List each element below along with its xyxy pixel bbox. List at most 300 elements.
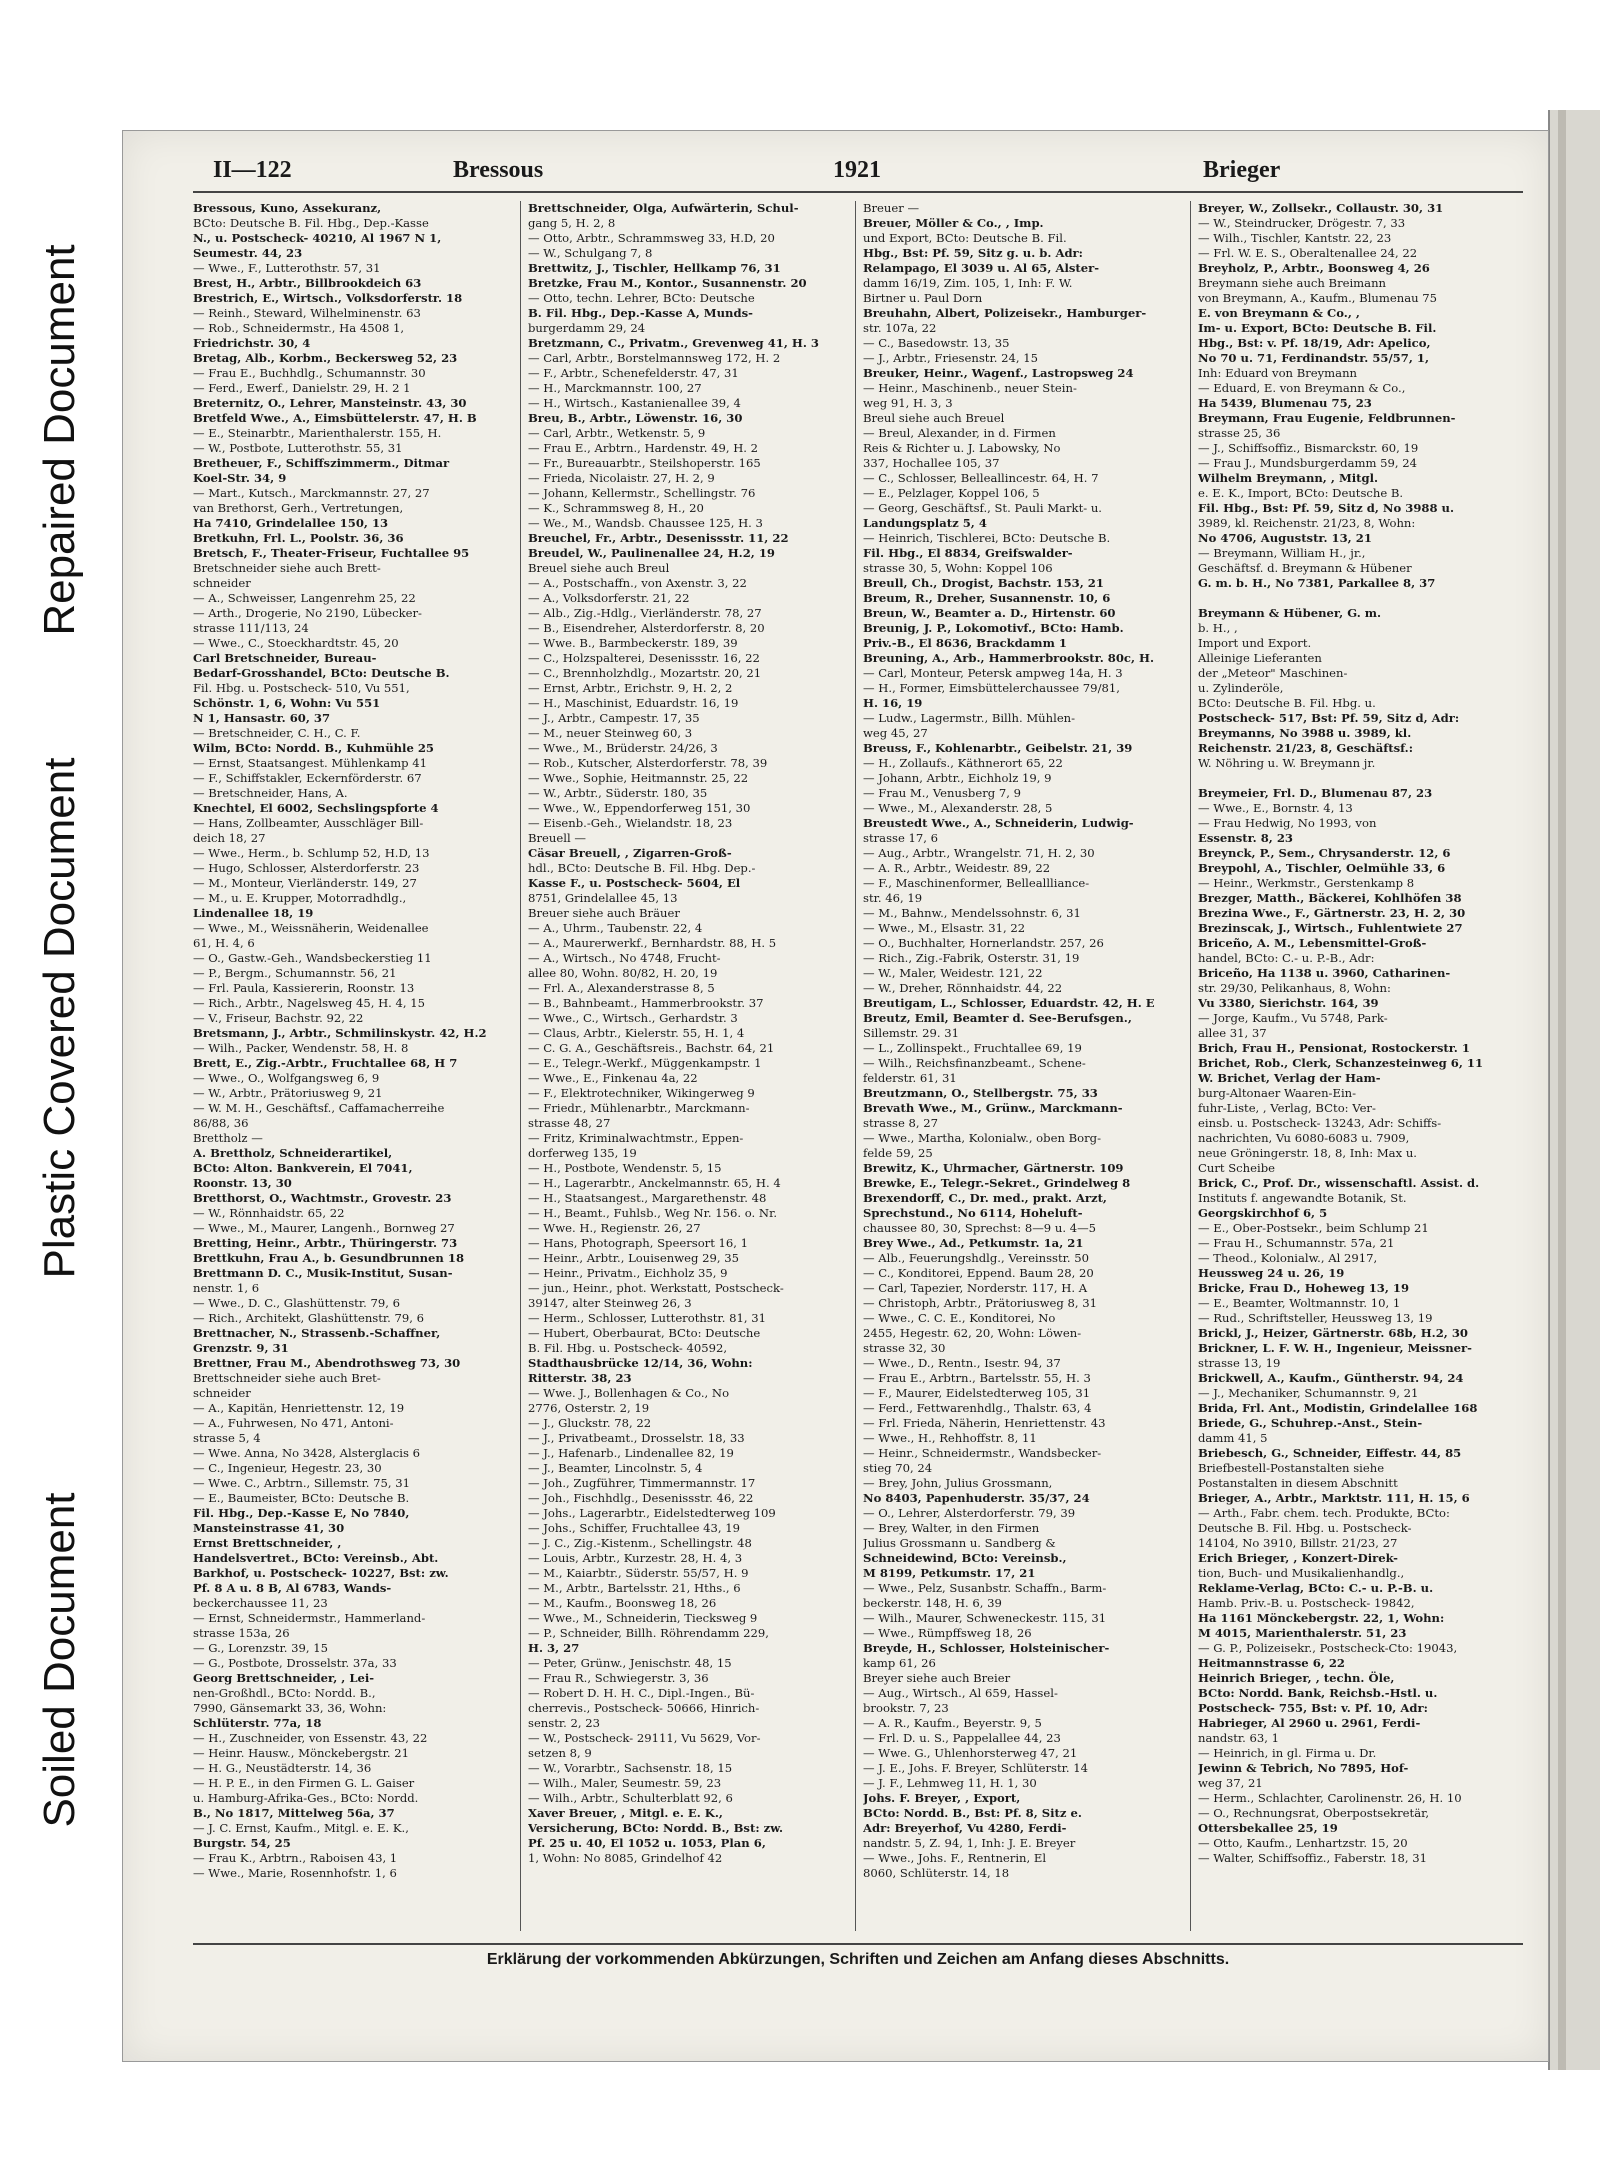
directory-entry: burg-Altonaer Waaren-Ein- — [1198, 1086, 1357, 1100]
directory-entry: Bretting, Heinr., Arbtr., Thüringerstr. 73 — [193, 1236, 458, 1250]
directory-entry: Brieger, A., Arbtr., Marktstr. 111, H. 15, 6 — [1198, 1491, 1470, 1505]
directory-entry: — Carl, Tapezier, Norderstr. 117, H. A — [863, 1281, 1088, 1295]
directory-entry: Bretthorst, O., Wachtmstr., Grovestr. 23 — [193, 1191, 452, 1205]
directory-entry: — E., Steinarbtr., Marienthalerstr. 155, H. — [193, 426, 442, 440]
directory-entry: — Brey, John, Julius Grossmann, — [863, 1476, 1053, 1490]
directory-entry: Bretkuhn, Frl. L., Poolstr. 36, 36 — [193, 531, 404, 545]
directory-entry: — H., Beamt., Fuhlsb., Weg Nr. 156. o. Nr. — [528, 1206, 778, 1220]
directory-entry: — Brey, Walter, in den Firmen — [863, 1521, 1040, 1535]
directory-entry: — Johann, Arbtr., Eichholz 19, 9 — [863, 771, 1052, 785]
directory-entry: — Wwe., C., Stoeckhardtstr. 45, 20 — [193, 636, 399, 650]
directory-entry: — P., Bergm., Schumannstr. 56, 21 — [193, 966, 397, 980]
directory-entry: Georgskirchhof 6, 5 — [1198, 1206, 1328, 1220]
directory-entry: — Heinr., Maschinenb., neuer Stein- — [863, 381, 1077, 395]
directory-entry: Seumestr. 44, 23 — [193, 246, 303, 260]
directory-entry: Ritterstr. 38, 23 — [528, 1371, 632, 1385]
directory-entry: Schlüterstr. 77a, 18 — [193, 1716, 322, 1730]
directory-entry: Breuel siehe auch Breul — [528, 561, 670, 575]
directory-entry: — Claus, Arbtr., Kielerstr. 55, H. 1, 4 — [528, 1026, 745, 1040]
directory-entry: — F., Elektrotechniker, Wikingerweg 9 — [528, 1086, 755, 1100]
directory-entry: — A., Volksdorferstr. 21, 22 — [528, 591, 690, 605]
directory-entry: — Frieda, Nicolaistr. 27, H. 2, 9 — [528, 471, 715, 485]
directory-entry: — Wwe. B., Barmbeckerstr. 189, 39 — [528, 636, 738, 650]
directory-entry: Sprechstund., No 6114, Hoheluft- — [863, 1206, 1083, 1220]
directory-entry: — W., Arbtr., Prätoriusweg 9, 21 — [193, 1086, 383, 1100]
directory-entry: BCto: Nordd. Bank, Reichsb.-Hstl. u. — [1198, 1686, 1438, 1700]
directory-entry: Breyde, H., Schlosser, Holsteinischer- — [863, 1641, 1110, 1655]
directory-entry: — Walter, Schiffsoffiz., Faberstr. 18, 31 — [1198, 1851, 1427, 1865]
directory-entry: Brey Wwe., Ad., Petkumstr. 1a, 21 — [863, 1236, 1084, 1250]
directory-entry: Pf. 25 u. 40, El 1052 u. 1053, Plan 6, — [528, 1836, 766, 1850]
directory-entry: — Ferd., Fettwarenhdlg., Thalstr. 63, 4 — [863, 1401, 1092, 1415]
directory-entry: — Ernst, Schneidermstr., Hammerland- — [193, 1611, 426, 1625]
directory-entry: Hbg., Bst: Pf. 59, Sitz g. u. b. Adr: — [863, 246, 1083, 260]
directory-entry: — Ernst, Staatsangest. Mühlenkamp 41 — [193, 756, 428, 770]
directory-entry: — Wwe., C., Wirtsch., Gerhardstr. 3 — [528, 1011, 738, 1025]
directory-entry: — Arth., Drogerie, No 2190, Lübecker- — [193, 606, 422, 620]
directory-entry: — Wilh., Arbtr., Schulterblatt 92, 6 — [528, 1791, 733, 1805]
directory-entry: — Rud., Schriftsteller, Heussweg 13, 19 — [1198, 1311, 1433, 1325]
directory-entry: schneider — [193, 1386, 251, 1400]
directory-entry: Brett, E., Zig.-Arbtr., Fruchtallee 68, H 7 — [193, 1056, 458, 1070]
directory-entry: Reis & Richter u. J. Labowsky, No — [863, 441, 1061, 455]
directory-entry: — M., u. E. Krupper, Motorradhdlg., — [193, 891, 407, 905]
directory-entry: Breymann, Frau Eugenie, Feldbrunnen- — [1198, 411, 1456, 425]
directory-entry: — J. C., Zig.-Kistenm., Schellingstr. 48 — [528, 1536, 752, 1550]
directory-entry: 337, Hochallee 105, 37 — [863, 456, 1000, 470]
directory-entry: Versicherung, BCto: Nordd. B., Bst: zw. — [528, 1821, 784, 1835]
directory-entry: Bretschneider siehe auch Brett- — [193, 561, 381, 575]
directory-entry: Postanstalten in diesem Abschnitt — [1198, 1476, 1398, 1490]
directory-entry: — Eduard, E. von Breymann & Co., — [1198, 381, 1406, 395]
directory-entry: — Carl, Arbtr., Wetkenstr. 5, 9 — [528, 426, 706, 440]
directory-entry: — Fritz, Kriminalwachtmstr., Eppen- — [528, 1131, 744, 1145]
directory-entry: — Heinr., Werkmstr., Gerstenkamp 8 — [1198, 876, 1415, 890]
directory-entry: M 4015, Marienthalerstr. 51, 23 — [1198, 1626, 1407, 1640]
directory-entry: stieg 70, 24 — [863, 1461, 933, 1475]
directory-entry: weg 45, 27 — [863, 726, 928, 740]
directory-entry: — Alb., Feuerungshdlg., Vereinsstr. 50 — [863, 1251, 1090, 1265]
directory-entry: — Hans, Photograph, Speersort 16, 1 — [528, 1236, 749, 1250]
directory-entry: Julius Grossmann u. Sandberg & — [863, 1536, 1056, 1550]
side-label-repaired: Repaired Document — [35, 244, 84, 636]
directory-entry: einsb. u. Postscheck- 13243, Adr: Schiffs- — [1198, 1116, 1442, 1130]
directory-entry: Breuning, A., Arb., Hammerbrookstr. 80c, H. — [863, 651, 1155, 665]
directory-entry: — C. G. A., Geschäftsreis., Bachstr. 64, 21 — [528, 1041, 775, 1055]
directory-entry: Breternitz, O., Lehrer, Mansteinstr. 43, 30 — [193, 396, 467, 410]
directory-entry: — A., Maurerwerkf., Bernhardstr. 88, H. 5 — [528, 936, 777, 950]
directory-entry: 2455, Hegestr. 62, 20, Wohn: Löwen- — [863, 1326, 1082, 1340]
directory-entry: — Rich., Zig.-Fabrik, Osterstr. 31, 19 — [863, 951, 1080, 965]
side-labels — [0, 0, 120, 2177]
directory-entry: Breuell — — [528, 831, 586, 845]
directory-entry: u. Zylinderöle, — [1198, 681, 1284, 695]
directory-entry: str. 46, 19 — [863, 891, 923, 905]
directory-entry: B. Fil. Hbg. u. Postscheck- 40592, — [528, 1341, 728, 1355]
directory-entry: strasse 17, 6 — [863, 831, 939, 845]
directory-entry: Wilm, BCto: Nordd. B., Kuhmühle 25 — [193, 741, 435, 755]
directory-entry: Fil. Hbg., Dep.-Kasse E, No 7840, — [193, 1506, 410, 1520]
directory-entry: — Bretschneider, C. H., C. F. — [193, 726, 361, 740]
directory-entry: Lindenallee 18, 19 — [193, 906, 314, 920]
directory-entry: — W., Postbote, Lutterothstr. 55, 31 — [193, 441, 403, 455]
directory-entry: Brettnacher, N., Strassenb.-Schaffner, — [193, 1326, 441, 1340]
directory-entry: B. Fil. Hbg., Dep.-Kasse A, Munds- — [528, 306, 753, 320]
directory-entry: 2776, Osterstr. 2, 19 — [528, 1401, 650, 1415]
directory-entry: Essenstr. 8, 23 — [1198, 831, 1293, 845]
column-1 — [193, 201, 513, 1931]
directory-entry: Geschäftsf. d. Breymann & Hübener — [1198, 561, 1412, 575]
directory-entry: Brick, C., Prof. Dr., wissenschaftl. Assist. d. — [1198, 1176, 1480, 1190]
directory-entry: Breymeier, Frl. D., Blumenau 87, 23 — [1198, 786, 1433, 800]
directory-entry: — A., Schweisser, Langenrehm 25, 22 — [193, 591, 416, 605]
directory-entry: Brettschneider siehe auch Bret- — [193, 1371, 381, 1385]
header-year: 1921 — [833, 157, 881, 183]
directory-entry: Breum, R., Dreher, Susannenstr. 10, 6 — [863, 591, 1111, 605]
directory-entry: — We., M., Wandsb. Chaussee 125, H. 3 — [528, 516, 763, 530]
directory-entry: Breutigam, L., Schlosser, Eduardstr. 42, H. E — [863, 996, 1155, 1010]
directory-entry: hdl., BCto: Deutsche B. Fil. Hbg. Dep.- — [528, 861, 756, 875]
directory-entry: W. Nöhring u. W. Breymann jr. — [1198, 756, 1376, 770]
directory-entry: str. 107a, 22 — [863, 321, 937, 335]
directory-entry: — Johs., Lagerarbtr., Eidelstedterweg 109 — [528, 1506, 776, 1520]
directory-entry: — Rob., Schneidermstr., Ha 4508 1, — [193, 321, 405, 335]
directory-entry: — G., Lorenzstr. 39, 15 — [193, 1641, 328, 1655]
directory-entry: — M., Monteur, Vierländerstr. 149, 27 — [193, 876, 417, 890]
directory-entry: allee 31, 37 — [1198, 1026, 1267, 1040]
directory-entry: strasse 48, 27 — [528, 1116, 611, 1130]
directory-entry: — Wwe. C., Arbtrn., Sillemstr. 75, 31 — [193, 1476, 410, 1490]
directory-entry: B., No 1817, Mittelweg 56a, 37 — [193, 1806, 395, 1820]
directory-entry: gang 5, H. 2, 8 — [528, 216, 616, 230]
directory-entry: — W., Steindrucker, Drögestr. 7, 33 — [1198, 216, 1406, 230]
directory-entry: — Wwe., D. C., Glashüttenstr. 79, 6 — [193, 1296, 400, 1310]
directory-entry: kamp 61, 26 — [863, 1656, 936, 1670]
directory-entry: — Wwe., H., Rehhoffstr. 8, 11 — [863, 1431, 1037, 1445]
directory-entry: — Johann, Kellermstr., Schellingstr. 76 — [528, 486, 756, 500]
directory-entry: Brickl, J., Heizer, Gärtnerstr. 68b, H.2, 30 — [1198, 1326, 1468, 1340]
directory-entry: — C., Basedowstr. 13, 35 — [863, 336, 1010, 350]
directory-entry: — Frl. Frieda, Näherin, Henriettenstr. 43 — [863, 1416, 1106, 1430]
directory-entry: felderstr. 61, 31 — [863, 1071, 957, 1085]
directory-entry: — Wwe., Pelz, Susanbstr. Schaffn., Barm- — [863, 1581, 1107, 1595]
directory-entry: — E., Ober-Postsekr., beim Schlump 21 — [1198, 1221, 1429, 1235]
directory-entry: — W., Postscheck- 29111, Vu 5629, Vor- — [528, 1731, 761, 1745]
directory-entry: beckerchaussee 11, 23 — [193, 1596, 328, 1610]
directory-entry: Schneidewind, BCto: Vereinsb., — [863, 1551, 1067, 1565]
directory-entry: — J. F., Lehmweg 11, H. 1, 30 — [863, 1776, 1037, 1790]
directory-entry: Postscheck- 755, Bst: v. Pf. 10, Adr: — [1198, 1701, 1428, 1715]
directory-entry: Sillemstr. 29. 31 — [863, 1026, 960, 1040]
directory-entry: — O., Buchhalter, Hornerlandstr. 257, 26 — [863, 936, 1104, 950]
directory-entry: — Wwe., M., Maurer, Langenh., Bornweg 27 — [193, 1221, 455, 1235]
directory-entry: — H., Staatsangest., Margarethenstr. 48 — [528, 1191, 767, 1205]
directory-entry: Brettmann D. C., Musik-Institut, Susan- — [193, 1266, 453, 1280]
directory-entry: Breun, W., Beamter a. D., Hirtenstr. 60 — [863, 606, 1116, 620]
directory-entry: Ha 1161 Mönckebergstr. 22, 1, Wohn: — [1198, 1611, 1445, 1625]
directory-entry: Kasse F., u. Postscheck- 5604, El — [528, 876, 741, 890]
directory-entry: Breyer, W., Zollsekr., Collaustr. 30, 31 — [1198, 201, 1444, 215]
directory-entry: — Wwe., E., Bornstr. 4, 13 — [1198, 801, 1353, 815]
directory-entry: Ha 5439, Blumenau 75, 23 — [1198, 396, 1372, 410]
directory-entry: — Wwe., F., Lutterothstr. 57, 31 — [193, 261, 381, 275]
directory-entry: Knechtel, El 6002, Sechslingspforte 4 — [193, 801, 439, 815]
directory-entry: Bretsch, F., Theater-Friseur, Fuchtallee 95 — [193, 546, 470, 560]
directory-entry: beckerstr. 148, H. 6, 39 — [863, 1596, 1002, 1610]
directory-entry: — F., Maschinenformer, Belleallliance- — [863, 876, 1090, 890]
directory-entry: — Ferd., Ewerf., Danielstr. 29, H. 2 1 — [193, 381, 411, 395]
directory-entry: setzen 8, 9 — [528, 1746, 592, 1760]
directory-entry: felde 59, 25 — [863, 1146, 933, 1160]
directory-entry: — H. P. E., in den Firmen G. L. Gaiser — [193, 1776, 415, 1790]
directory-entry: — Frau E., Buchhdlg., Schumannstr. 30 — [193, 366, 426, 380]
directory-entry: — A., Kapitän, Henriettenstr. 12, 19 — [193, 1401, 405, 1415]
directory-entry: — J., Privatbeamt., Drosselstr. 18, 33 — [528, 1431, 745, 1445]
directory-entry: H. 3, 27 — [528, 1641, 580, 1655]
directory-entry: nenstr. 1, 6 — [193, 1281, 260, 1295]
directory-entry: der „Meteor" Maschinen- — [1198, 666, 1348, 680]
directory-entry: — Louis, Arbtr., Kurzestr. 28, H. 4, 3 — [528, 1551, 743, 1565]
directory-entry: — Georg, Geschäftsf., St. Pauli Markt- u. — [863, 501, 1102, 515]
directory-entry: — Heinr., Privatm., Eichholz 35, 9 — [528, 1266, 728, 1280]
directory-entry: — Reinh., Steward, Wilhelminenstr. 63 — [193, 306, 421, 320]
directory-entry: — Joh., Zugführer, Timmermannstr. 17 — [528, 1476, 756, 1490]
directory-entry: — jun., Heinr., phot. Werkstatt, Postscheck- — [528, 1281, 784, 1295]
side-label-soiled: Soiled Document — [35, 1492, 84, 1828]
directory-entry: — Wwe., M., Weissnäherin, Weidenallee — [193, 921, 429, 935]
header-right-word: Brieger — [1203, 157, 1281, 183]
directory-entry: — Wilh., Packer, Wendenstr. 58, H. 8 — [193, 1041, 409, 1055]
directory-entry: — Wwe., C. C. E., Konditorei, No — [863, 1311, 1056, 1325]
directory-entry: — Arth., Fabr. chem. tech. Produkte, BCto: — [1198, 1506, 1450, 1520]
directory-entry: A. Brettholz, Schneiderartikel, — [193, 1146, 393, 1160]
directory-entry: — V., Friseur, Bachstr. 92, 22 — [193, 1011, 364, 1025]
directory-entry: — Frl. A., Alexanderstrasse 8, 5 — [528, 981, 715, 995]
directory-entry: Brettschneider, Olga, Aufwärterin, Schul- — [528, 201, 799, 215]
directory-entry: — W., Dreher, Rönnhaidstr. 44, 22 — [863, 981, 1063, 995]
directory-entry: — P., Schneider, Billh. Röhrendamm 229, — [528, 1626, 769, 1640]
directory-entry: Breu, B., Arbtr., Löwenstr. 16, 30 — [528, 411, 743, 425]
directory-entry: — Heinr., Arbtr., Louisenweg 29, 35 — [528, 1251, 739, 1265]
directory-entry: Brettner, Frau M., Abendrothsweg 73, 30 — [193, 1356, 461, 1370]
directory-entry: Breypohl, A., Tischler, Oelmühle 33, 6 — [1198, 861, 1446, 875]
directory-entry: van Brethorst, Gerh., Vertretungen, — [193, 501, 404, 515]
directory-entry: — Jorge, Kaufm., Vu 5748, Park- — [1198, 1011, 1388, 1025]
directory-entry: Pf. 8 A u. 8 B, Al 6783, Wands- — [193, 1581, 392, 1595]
directory-entry: — Wwe., Martha, Kolonialw., oben Borg- — [863, 1131, 1101, 1145]
directory-entry: — Wwe., Marie, Rosennhofstr. 1, 6 — [193, 1866, 397, 1880]
directory-entry: Carl Bretschneider, Bureau- — [193, 651, 377, 665]
directory-entry: Landungsplatz 5, 4 — [863, 516, 987, 530]
directory-entry: — Wwe., E., Finkenau 4a, 22 — [528, 1071, 698, 1085]
directory-entry: Im- u. Export, BCto: Deutsche B. Fil. — [1198, 321, 1437, 335]
directory-entry: strasse 153a, 26 — [193, 1626, 290, 1640]
directory-entry: — Frau K., Arbtrn., Raboisen 43, 1 — [193, 1851, 398, 1865]
directory-entry: strasse 32, 30 — [863, 1341, 946, 1355]
directory-entry: Breyer siehe auch Breier — [863, 1671, 1011, 1685]
directory-entry: Brezina Wwe., F., Gärtnerstr. 23, H. 2, 30 — [1198, 906, 1466, 920]
directory-entry: — Fr., Bureauarbtr., Steilshoperstr. 165 — [528, 456, 761, 470]
directory-entry — [1198, 591, 1518, 606]
directory-entry: Wilhelm Breymann, , Mitgl. — [1198, 471, 1379, 485]
directory-entry: — H., Zollaufs., Käthnerort 65, 22 — [863, 756, 1063, 770]
directory-entry: — Theod., Kolonialw., Al 2917, — [1198, 1251, 1378, 1265]
directory-entry: M 8199, Petkumstr. 17, 21 — [863, 1566, 1036, 1580]
directory-entry: — Heinr. Hausw., Mönckebergstr. 21 — [193, 1746, 410, 1760]
directory-entry: Habrieger, Al 2960 u. 2961, Ferdi- — [1198, 1716, 1421, 1730]
directory-entry: Bretfeld Wwe., A., Eimsbüttelerstr. 47, H. B — [193, 411, 477, 425]
directory-entry: Bedarf-Grosshandel, BCto: Deutsche B. — [193, 666, 450, 680]
directory-entry: — C., Schlosser, Belleallincestr. 64, H. 7 — [863, 471, 1099, 485]
directory-entry: — W., Schulgang 7, 8 — [528, 246, 653, 260]
next-page-edge — [1548, 110, 1600, 2070]
directory-entry: N., u. Postscheck- 40210, Al 1967 N 1, — [193, 231, 442, 245]
directory-entry: 7990, Gänsemarkt 33, 36, Wohn: — [193, 1701, 387, 1715]
directory-entry: — H. G., Neustädterstr. 14, 36 — [193, 1761, 372, 1775]
directory-entry: — Frl. Paula, Kassiererin, Roonstr. 13 — [193, 981, 415, 995]
directory-entry: dorferweg 135, 19 — [528, 1146, 637, 1160]
directory-entry: — A., Postschaffn., von Axenstr. 3, 22 — [528, 576, 747, 590]
directory-entry: — B., Bahnbeamt., Hammerbrookstr. 37 — [528, 996, 764, 1010]
directory-entry: Burgstr. 54, 25 — [193, 1836, 291, 1850]
directory-entry: Briceño, A. M., Lebensmittel-Groß- — [1198, 936, 1427, 950]
directory-entry: H. 16, 19 — [863, 696, 923, 710]
directory-entry: Schönstr. 1, 6, Wohn: Vu 551 — [193, 696, 381, 710]
directory-entry: — Frau R., Schwiegerstr. 3, 36 — [528, 1671, 709, 1685]
directory-entry: — E., Pelzlager, Koppel 106, 5 — [863, 486, 1040, 500]
directory-entry: — Carl, Arbtr., Borstelmannsweg 172, H. 2 — [528, 351, 781, 365]
directory-entry: — J., Beamter, Lincolnstr. 5, 4 — [528, 1461, 703, 1475]
directory-entry: — H., Zuschneider, von Essenstr. 43, 22 — [193, 1731, 428, 1745]
directory-entry: weg 91, H. 3, 3 — [863, 396, 953, 410]
directory-entry: Brichet, Rob., Clerk, Schanzesteinweg 6, 11 — [1198, 1056, 1484, 1070]
directory-entry: 14104, No 3910, Billstr. 21/23, 27 — [1198, 1536, 1398, 1550]
directory-entry: — Mart., Kutsch., Marckmannstr. 27, 27 — [193, 486, 430, 500]
directory-entry: — F., Maurer, Eidelstedterweg 105, 31 — [863, 1386, 1091, 1400]
directory-entry: — Wwe., W., Eppendorferweg 151, 30 — [528, 801, 751, 815]
directory-entry: Breutzmann, O., Stellbergstr. 75, 33 — [863, 1086, 1098, 1100]
directory-entry: — Bretschneider, Hans, A. — [193, 786, 348, 800]
directory-entry: Breuhahn, Albert, Polizeisekr., Hamburger- — [863, 306, 1147, 320]
column-4 — [1198, 201, 1518, 1931]
directory-entry: — H., Former, Eimsbüttelerchaussee 79/81, — [863, 681, 1120, 695]
directory-entry: Hbg., Bst: v. Pf. 18/19, Adr: Apelico, — [1198, 336, 1431, 350]
directory-entry: — E., Baumeister, BCto: Deutsche B. — [193, 1491, 410, 1505]
directory-entry: Ottersbekallee 25, 19 — [1198, 1821, 1338, 1835]
directory-entry: No 70 u. 71, Ferdinandstr. 55/57, 1, — [1198, 351, 1429, 365]
directory-entry: deich 18, 27 — [193, 831, 266, 845]
directory-entry: — Wwe., Herm., b. Schlump 52, H.D, 13 — [193, 846, 430, 860]
directory-entry: — Breymann, William H., jr., — [1198, 546, 1366, 560]
directory-entry: Fil. Hbg., Bst: Pf. 59, Sitz d, No 3988 u. — [1198, 501, 1455, 515]
directory-entry: Brewke, E., Telegr.-Sekret., Grindelweg 8 — [863, 1176, 1131, 1190]
directory-entry: Bretheuer, F., Schiffszimmerm., Ditmar — [193, 456, 450, 470]
directory-entry: Handelsvertret., BCto: Vereinsb., Abt. — [193, 1551, 439, 1565]
directory-entry: — Aug., Wirtsch., Al 659, Hassel- — [863, 1686, 1058, 1700]
directory-entry: strasse 111/113, 24 — [193, 621, 309, 635]
directory-entry: Fil. Hbg., El 8834, Greifswalder- — [863, 546, 1073, 560]
directory-entry: 3989, kl. Reichenstr. 21/23, 8, Wohn: — [1198, 516, 1416, 530]
column-divider — [855, 201, 856, 1931]
directory-entry: — Wwe. J., Bollenhagen & Co., No — [528, 1386, 730, 1400]
directory-entry: Grenzstr. 9, 31 — [193, 1341, 289, 1355]
directory-entry: Adr: Breyerhof, Vu 4280, Ferdi- — [863, 1821, 1067, 1835]
directory-entry: Roonstr. 13, 30 — [193, 1176, 292, 1190]
directory-entry: — C., Ingenieur, Hegestr. 23, 30 — [193, 1461, 382, 1475]
directory-entry: E. von Breymann & Co., , — [1198, 306, 1360, 320]
directory-entry: chaussee 80, 30, Sprechst: 8—9 u. 4—5 — [863, 1221, 1097, 1235]
directory-entry: Breuker, Heinr., Wagenf., Lastropsweg 24 — [863, 366, 1134, 380]
directory-entry: Brickwell, A., Kaufm., Güntherstr. 94, 24 — [1198, 1371, 1464, 1385]
header-left-word: Bressous — [453, 157, 544, 183]
directory-entry: — M., neuer Steinweg 60, 3 — [528, 726, 693, 740]
directory-entry: — F., Arbtr., Schenefelderstr. 47, 31 — [528, 366, 739, 380]
directory-entry: Briede, G., Schuhrep.-Anst., Stein- — [1198, 1416, 1423, 1430]
directory-entry: handel, BCto: C.- u. P.-B., Adr: — [1198, 951, 1375, 965]
directory-entry: — Wilh., Reichsfinanzbeamt., Schene- — [863, 1056, 1086, 1070]
directory-entry: Breuer siehe auch Bräuer — [528, 906, 680, 920]
directory-entry: — Herm., Schlosser, Lutterothstr. 81, 31 — [528, 1311, 766, 1325]
directory-entry: Jewinn & Tebrich, No 7895, Hof- — [1198, 1761, 1409, 1775]
directory-entry: — O., Lehrer, Alsterdorferstr. 79, 39 — [863, 1506, 1076, 1520]
directory-entry: — M., Arbtr., Bartelsstr. 21, Hths., 6 — [528, 1581, 741, 1595]
directory-entry: — H., Wirtsch., Kastanienallee 39, 4 — [528, 396, 741, 410]
directory-entry: — Heinrich, in gl. Firma u. Dr. — [1198, 1746, 1377, 1760]
directory-entry: Priv.-B., El 8636, Brackdamm 1 — [863, 636, 1067, 650]
directory-entry: — Frl. D. u. S., Pappelallee 44, 23 — [863, 1731, 1061, 1745]
directory-entry: Reklame-Verlag, BCto: C.- u. P.-B. u. — [1198, 1581, 1434, 1595]
directory-entry: senstr. 2, 23 — [528, 1716, 601, 1730]
directory-entry: Bressous, Kuno, Assekuranz, — [193, 201, 382, 215]
directory-entry: Breyholz, P., Arbtr., Boonsweg 4, 26 — [1198, 261, 1430, 275]
directory-entry: W. Brichet, Verlag der Ham- — [1198, 1071, 1381, 1085]
directory-entry: No 4706, Auguststr. 13, 21 — [1198, 531, 1372, 545]
directory-entry: — J. C. Ernst, Kaufm., Mitgl. e. E. K., — [193, 1821, 409, 1835]
directory-entry: allee 80, Wohn. 80/82, H. 20, 19 — [528, 966, 718, 980]
directory-entry: — Wilh., Maurer, Schweneckestr. 115, 31 — [863, 1611, 1107, 1625]
directory-entry: Breymanns, No 3988 u. 3989, kl. — [1198, 726, 1412, 740]
directory-entry: — Wwe. G., Uhlenhorsterweg 47, 21 — [863, 1746, 1078, 1760]
directory-entry: — O., Gastw.-Geh., Wandsbeckerstieg 11 — [193, 951, 432, 965]
directory-entry: — B., Eisendreher, Alsterdorferstr. 8, 20 — [528, 621, 765, 635]
directory-entry: Bretsmann, J., Arbtr., Schmilinskystr. 42, H.2 — [193, 1026, 487, 1040]
directory-entry: Heitmannstrasse 6, 22 — [1198, 1656, 1345, 1670]
directory-entry: Brevath Wwe., M., Grünw., Marckmann- — [863, 1101, 1123, 1115]
directory-entry: — Wwe., M., Elsastr. 31, 22 — [863, 921, 1026, 935]
directory-entry: burgerdamm 29, 24 — [528, 321, 646, 335]
directory-entry: damm 41, 5 — [1198, 1431, 1268, 1445]
directory-entry: Brettholz — — [193, 1131, 263, 1145]
directory-entry: G. m. b. H., No 7381, Parkallee 8, 37 — [1198, 576, 1436, 590]
directory-entry: Relampago, El 3039 u. Al 65, Alster- — [863, 261, 1100, 275]
directory-entry: Ha 7410, Grindelallee 150, 13 — [193, 516, 389, 530]
directory-entry: — Hugo, Schlosser, Alsterdorferstr. 23 — [193, 861, 420, 875]
directory-entry: — E., Telegr.-Werkf., Müggenkampstr. 1 — [528, 1056, 762, 1070]
directory-entry: Brettwitz, J., Tischler, Hellkamp 76, 31 — [528, 261, 781, 275]
directory-entry: BCto: Alton. Bankverein, El 7041, — [193, 1161, 413, 1175]
page-footer: Erklärung der vorkommenden Abkürzungen, Schriften und Zeichen am Anfang dieses Abschnitts. — [193, 1943, 1523, 1969]
directory-entry: — Wwe., M., Brüderstr. 24/26, 3 — [528, 741, 718, 755]
directory-entry: nachrichten, Vu 6080-6083 u. 7909, — [1198, 1131, 1410, 1145]
directory-entry: — Rich., Architekt, Glashüttenstr. 79, 6 — [193, 1311, 425, 1325]
directory-entry: — Wwe., Johs. F., Rentnerin, El — [863, 1851, 1047, 1865]
directory-entry: — W., Maler, Weidestr. 121, 22 — [863, 966, 1043, 980]
directory-entry: — H., Marckmannstr. 100, 27 — [528, 381, 702, 395]
directory-entry: nen-Großhdl., BCto: Nordd. B., — [193, 1686, 376, 1700]
directory-entry: Briceño, Ha 1138 u. 3960, Catharinen- — [1198, 966, 1451, 980]
directory-entry: tion, Buch- und Musikalienhandlg., — [1198, 1566, 1405, 1580]
directory-entry: — Wwe., O., Wolfgangsweg 6, 9 — [193, 1071, 380, 1085]
